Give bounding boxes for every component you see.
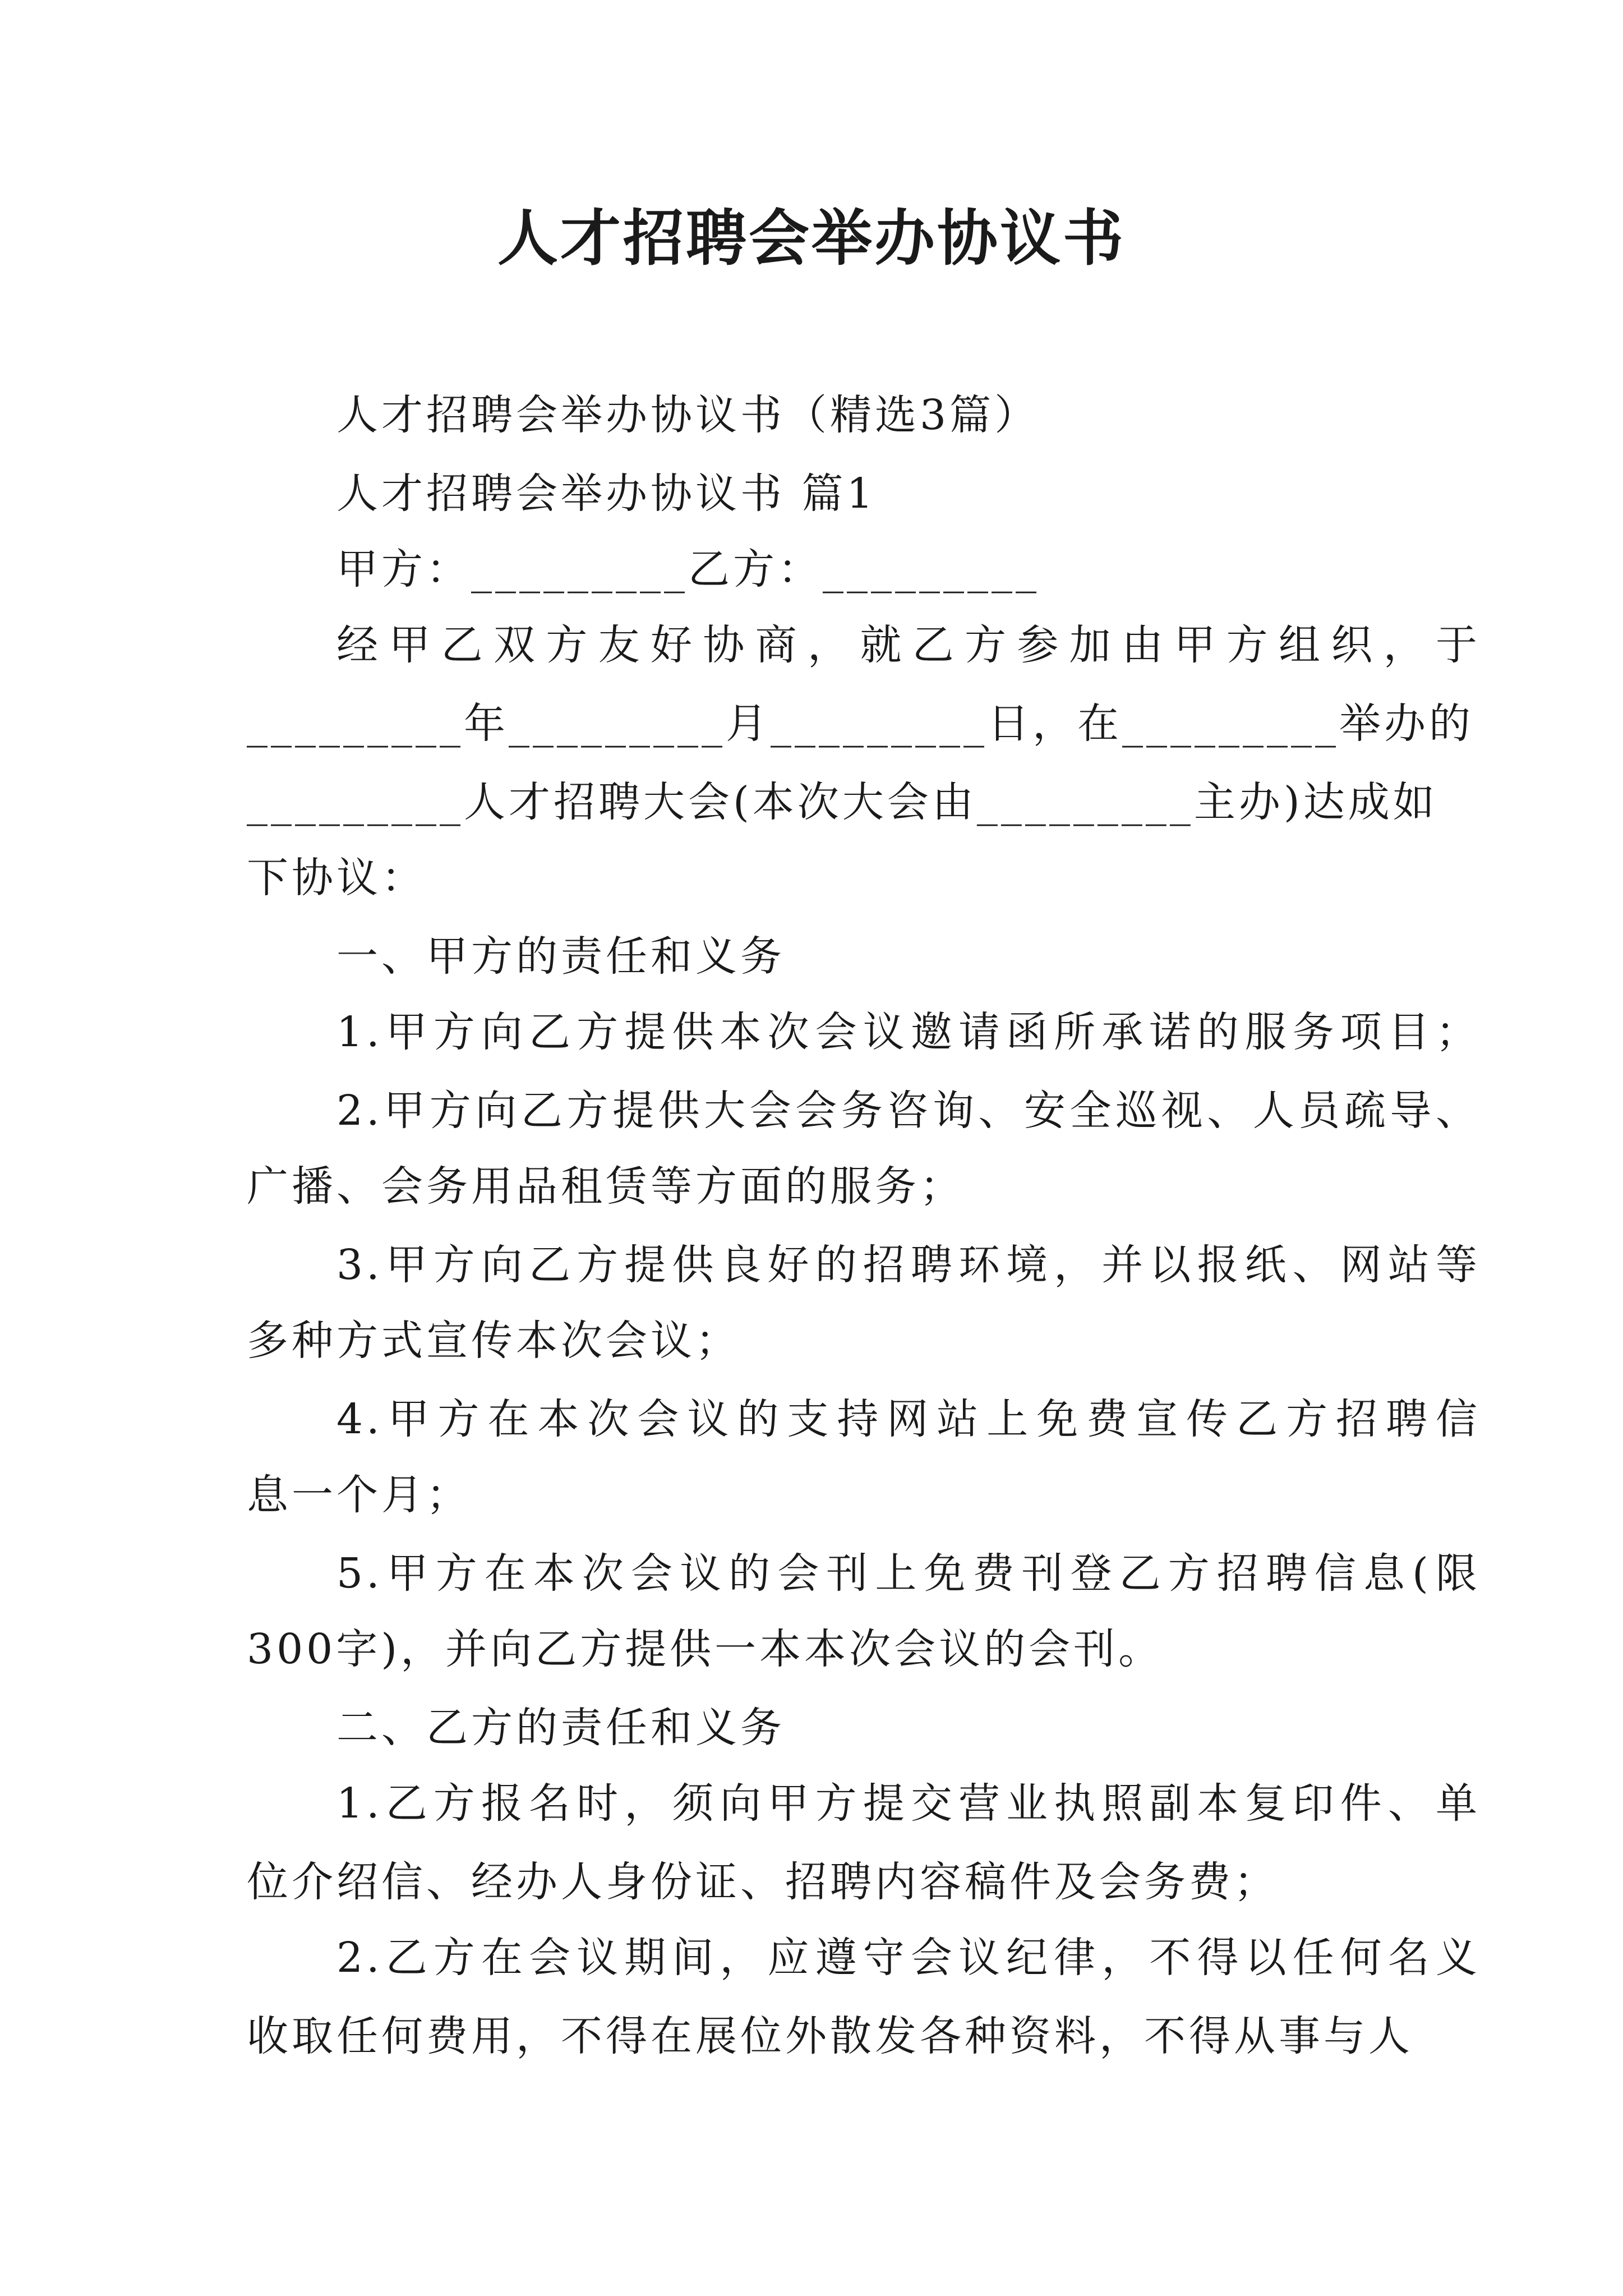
clause-item: 多种方式宣传本次会议；	[247, 1317, 740, 1365]
clause-heading: 二、乙方的责任和义务	[336, 1704, 785, 1752]
clause-item: 收取任何费用，不得在展位外散发各种资料，不得从事与人	[247, 2012, 1413, 2060]
paragraph-line: 下协议：	[247, 854, 426, 902]
clause-item: 位介绍信、经办人身份证、招聘内容稿件及会务费；	[247, 1858, 1279, 1906]
clause-item: 广播、会务用品租赁等方面的服务；	[247, 1162, 965, 1211]
parties-line: 甲方：_________乙方：_________	[336, 545, 1040, 593]
clause-heading: 一、甲方的责任和义务	[336, 932, 785, 981]
subtitle-line: 人才招聘会举办协议书（精选3篇）	[336, 391, 1040, 439]
clause-item: 息一个月；	[247, 1471, 471, 1519]
clause-item: 2.乙方在会议期间，应遵守会议纪律，不得以任何名义	[336, 1934, 1481, 1982]
paragraph-line: _________年_________月_________日，在_________举办的	[247, 700, 1474, 748]
clause-item: 1.乙方报名时，须向甲方提交营业执照副本复印件、单	[336, 1779, 1481, 1828]
clause-item: 300字)，并向乙方提供一本本次会议的会刊。	[247, 1625, 1164, 1673]
clause-item: 4.甲方在本次会议的支持网站上免费宣传乙方招聘信	[336, 1395, 1481, 1443]
paragraph-line: _________人才招聘大会(本次大会由_________主办)达成如	[247, 778, 1438, 826]
paragraph-line: 经甲乙双方友好协商，就乙方参加由甲方组织，于	[336, 621, 1481, 669]
clause-item: 5.甲方在本次会议的会刊上免费刊登乙方招聘信息(限	[336, 1549, 1481, 1598]
clause-item: 3.甲方向乙方提供良好的招聘环境，并以报纸、网站等	[336, 1241, 1481, 1289]
clause-item: 2.甲方向乙方提供大会会务咨询、安全巡视、人员疏导、	[336, 1087, 1481, 1135]
clause-item: 1.甲方向乙方提供本次会议邀请函所承诺的服务项目；	[336, 1008, 1481, 1056]
section-heading: 人才招聘会举办协议书 篇1	[336, 470, 877, 518]
document-title: 人才招聘会举办协议书	[497, 203, 1126, 274]
